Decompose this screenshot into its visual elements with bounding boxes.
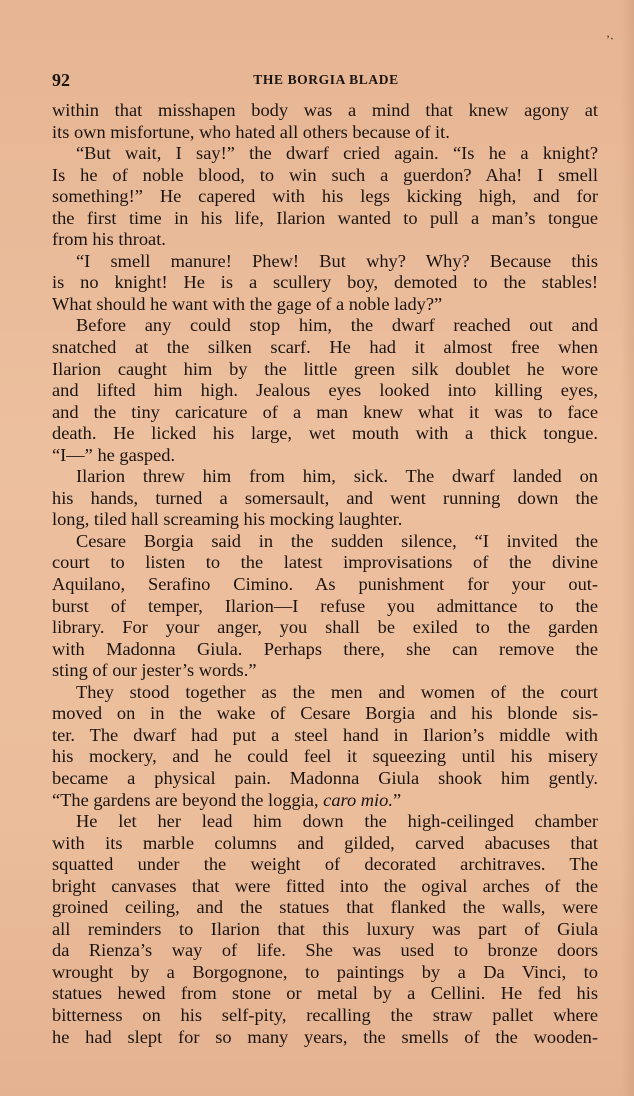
text-line: snatched at the silken scarf. He had it almost free when bbox=[52, 337, 598, 358]
text-line: “But wait, I say!” the dwarf cried again. “Is he a knight? bbox=[76, 143, 598, 164]
text-line: Ilarion threw him from him, sick. The dwarf landed on bbox=[76, 466, 598, 487]
body-text bbox=[52, 100, 598, 1048]
text-line: groined ceiling, and the statues that flanked the walls, were bbox=[52, 897, 598, 918]
text-line: moved on in the wake of Cesare Borgia and his blonde sis- bbox=[52, 703, 598, 724]
text-line: Before any could stop him, the dwarf reached out and bbox=[76, 315, 598, 336]
text-line: court to listen to the latest improvisations of the divine bbox=[52, 552, 598, 573]
text-line: “The gardens are beyond the loggia, caro mio.” bbox=[52, 789, 402, 810]
text-line: They stood together as the men and women of the court bbox=[76, 681, 598, 702]
text-line: ter. The dwarf had put a steel hand in Ilarion’s middle with bbox=[52, 724, 598, 745]
corner-mark: ’‧ bbox=[606, 32, 614, 46]
text-line: the first time in his life, Ilarion wanted to pull a man’s tongue bbox=[52, 207, 598, 228]
text-line: Aquilano, Serafino Cimino. As punishment for your out- bbox=[52, 574, 598, 595]
text-line: bright canvases that were fitted into the ogival arches of the bbox=[52, 875, 598, 896]
text-line: wrought by a Borgognone, to paintings by a Da Vinci, to bbox=[52, 961, 598, 982]
text-line: “I smell manure! Phew! But why? Why? Because this bbox=[76, 250, 598, 271]
text-line: bitterness on his self-pity, recalling the straw pallet where bbox=[52, 1004, 598, 1025]
text-line: and the tiny caricature of a man knew what it was to face bbox=[52, 401, 598, 422]
text-line: He let her lead him down the high-ceilinged chamber bbox=[76, 811, 598, 832]
text-line: and lifted him high. Jealous eyes looked into killing eyes, bbox=[52, 380, 598, 401]
text-line: Ilarion caught him by the little green silk doublet he wore bbox=[52, 358, 598, 379]
text-line: within that misshapen body was a mind that knew agony at bbox=[52, 100, 598, 120]
text-line: Is he of noble blood, to win such a guerdon? Aha! I smell bbox=[52, 164, 598, 185]
text-line: its own misfortune, who hated all others because of it. bbox=[52, 121, 450, 142]
text-line: long, tiled hall screaming his mocking laughter. bbox=[52, 509, 403, 530]
text-line: is no knight! He is a scullery boy, demoted to the stables! bbox=[52, 272, 598, 293]
text-line: all reminders to Ilarion that this luxury was part of Giula bbox=[52, 918, 598, 939]
text-line: burst of temper, Ilarion—I refuse you admittance to the bbox=[52, 595, 598, 616]
text-line: “I—” he gasped. bbox=[52, 444, 176, 465]
text-line: his mockery, and he could feel it squeezing until his misery bbox=[52, 746, 598, 767]
text-line: death. He licked his large, wet mouth with a thick tongue. bbox=[52, 423, 598, 444]
text-line: squatted under the weight of decorated architraves. The bbox=[52, 854, 598, 875]
text-line: da Rienza’s way of life. She was used to bronze doors bbox=[52, 940, 598, 961]
page-header bbox=[52, 70, 600, 94]
text-line: sting of our jester’s words.” bbox=[52, 660, 257, 681]
text-line: he had slept for so many years, the smells of the wooden- bbox=[52, 1026, 598, 1047]
text-line: with its marble columns and gilded, carved abacuses that bbox=[52, 832, 598, 853]
page-edge-shadow bbox=[620, 0, 634, 1096]
text-line: What should he want with the gage of a noble lady?” bbox=[52, 293, 443, 314]
text-line: with Madonna Giula. Perhaps there, she can remove the bbox=[52, 638, 598, 659]
text-line: Cesare Borgia said in the sudden silence, “I invited the bbox=[76, 530, 598, 551]
text-line: became a physical pain. Madonna Giula shook him gently. bbox=[52, 767, 598, 788]
text-line: statues hewed from stone or metal by a Cellini. He fed his bbox=[52, 983, 598, 1004]
text-line: from his throat. bbox=[52, 229, 166, 250]
text-line: something!” He capered with his legs kicking high, and for bbox=[52, 186, 598, 207]
text-line: his hands, turned a somersault, and went running down the bbox=[52, 487, 598, 508]
text-line: library. For your anger, you shall be exiled to the garden bbox=[52, 617, 598, 638]
running-title: THE BORGIA BLADE bbox=[253, 72, 399, 87]
page-number: 92 bbox=[52, 70, 70, 90]
